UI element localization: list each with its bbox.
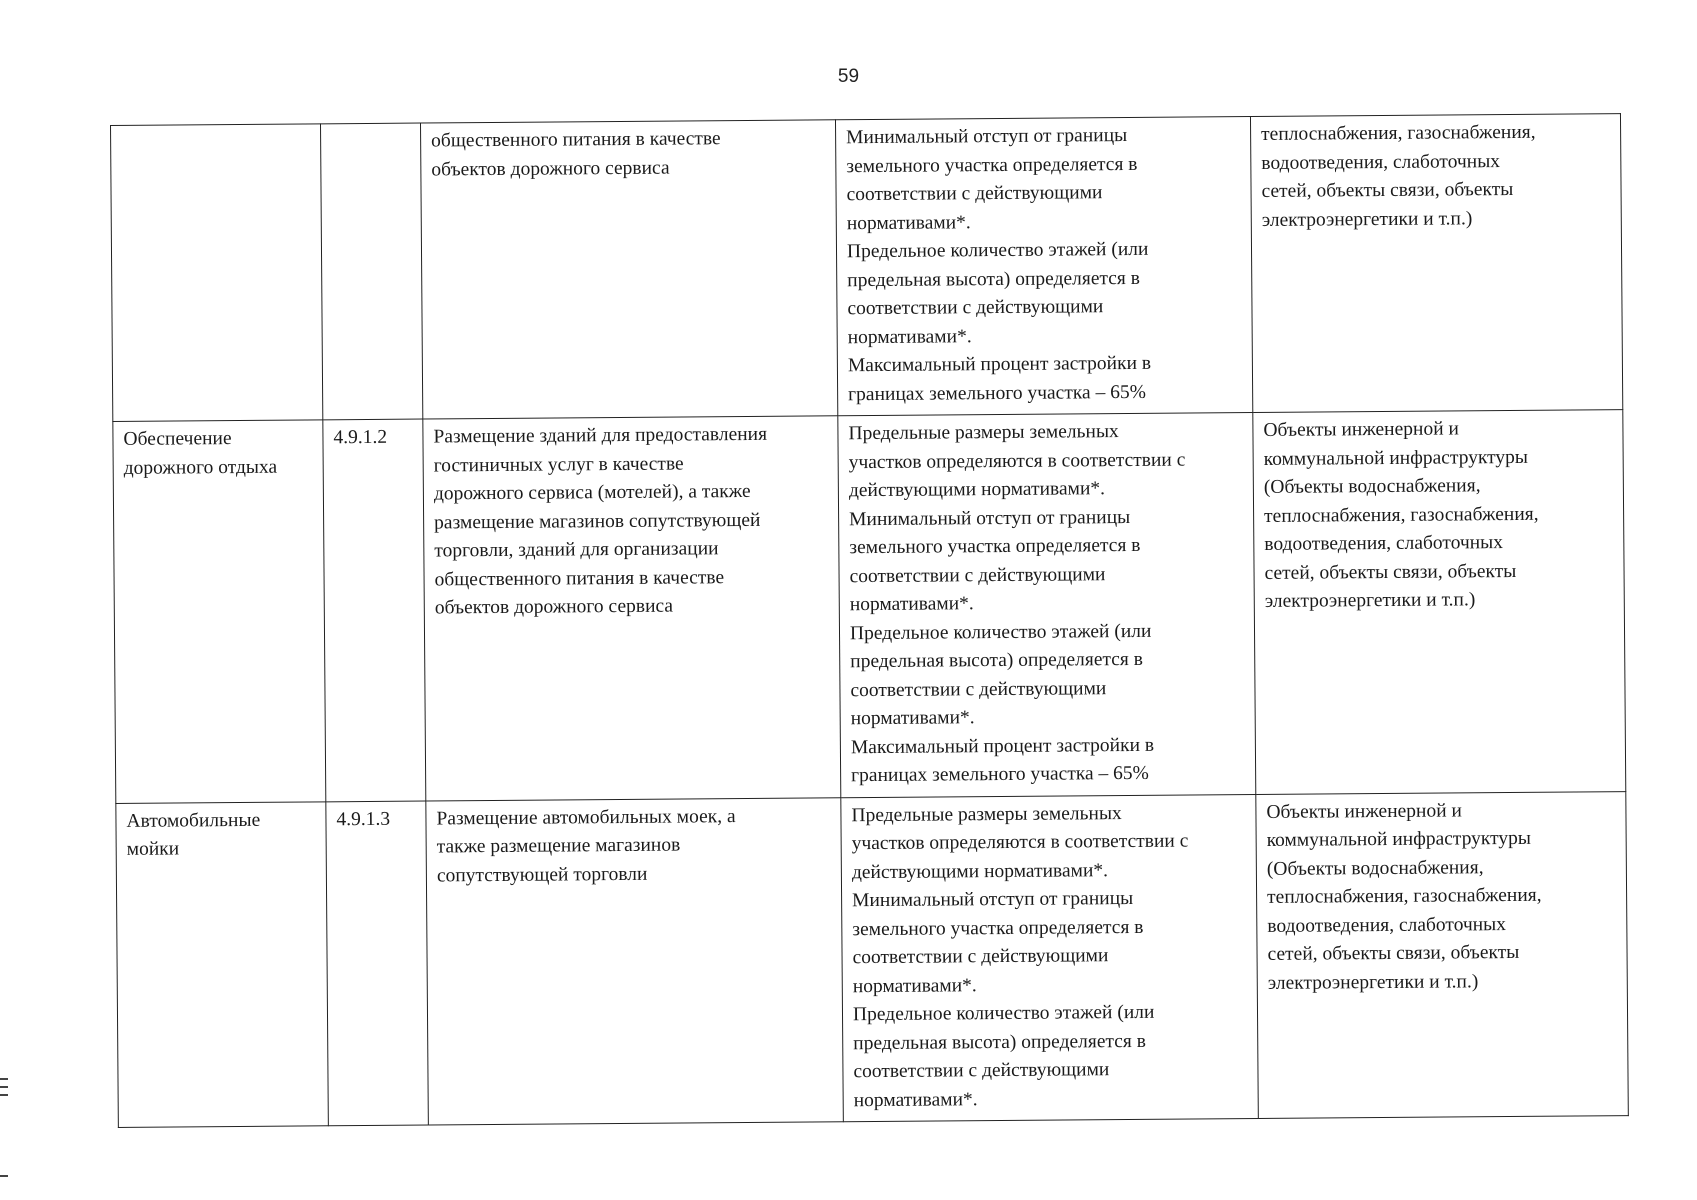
cell-use-name	[116, 801, 329, 1127]
auxiliary-line: (Объекты водоснабжения,	[1263, 475, 1481, 498]
auxiliary-line: сетей, объекты связи, объекты	[1264, 560, 1517, 584]
auxiliary-line: Объекты инженерной и	[1263, 418, 1460, 441]
cell-use-code	[326, 801, 429, 1126]
use-name-line: Автомобильные	[126, 809, 261, 832]
use-name-line: дорожного отдыха	[123, 456, 278, 479]
auxiliary-line: водоотведения, слаботочных	[1261, 150, 1501, 174]
auxiliary-line: сетей, объекты связи, объекты	[1261, 178, 1514, 202]
description-line: общественного питания в качестве	[434, 566, 725, 590]
cell-use-description	[423, 416, 841, 801]
cell-parameters	[835, 117, 1252, 416]
table-row	[111, 114, 1623, 422]
parameter-line: Предельное количество этажей (или	[849, 620, 1152, 644]
auxiliary-line: коммунальной инфраструктуры	[1266, 827, 1532, 851]
description-line: размещение магазинов сопутствующей	[434, 509, 761, 533]
parameter-line: соответствии с действующими	[849, 563, 1106, 587]
parameter-line: нормативами*.	[850, 707, 975, 730]
use-name-line: мойки	[126, 838, 180, 860]
auxiliary-line: электроэнергетики и т.п.)	[1261, 207, 1473, 231]
table-row	[116, 791, 1629, 1127]
table-body	[111, 114, 1629, 1128]
parameter-line: земельного участка определяется в	[846, 153, 1138, 177]
auxiliary-line: коммунальной инфраструктуры	[1263, 446, 1529, 470]
auxiliary-line: теплоснабжения, газоснабжения,	[1261, 121, 1536, 145]
parameter-line: нормативами*.	[852, 974, 977, 997]
scan-edge-mark	[0, 1078, 8, 1080]
auxiliary-line: (Объекты водоснабжения,	[1266, 856, 1484, 880]
parameter-line: земельного участка определяется в	[849, 534, 1141, 559]
parameter-line: земельного участка определяется в	[852, 916, 1144, 940]
auxiliary-line: водоотведения, слаботочных	[1264, 532, 1504, 555]
description-line: Размещение автомобильных моек, а	[436, 805, 736, 829]
parameter-line: Минимальный отступ от границы	[846, 125, 1128, 149]
use-name-line: Обеспечение	[123, 428, 232, 450]
auxiliary-line: сетей, объекты связи, объекты	[1267, 941, 1520, 965]
parameter-line: Предельное количество этажей (или	[852, 1001, 1155, 1026]
description-line: объектов дорожного сервиса	[431, 157, 670, 180]
parameter-line: соответствии с действующими	[853, 1059, 1110, 1083]
cell-use-name	[111, 124, 323, 422]
parameter-line: нормативами*.	[846, 211, 971, 234]
parameter-line: Минимальный отступ от границы	[852, 887, 1134, 912]
description-line: объектов дорожного сервиса	[434, 595, 674, 619]
parameter-line: участков определяются в соответствии с	[848, 449, 1186, 473]
parameter-line: нормативами*.	[853, 1088, 978, 1111]
parameter-line: предельная высота) определяется в	[847, 267, 1141, 291]
use-code: 4.9.1.3	[336, 808, 391, 830]
description-line: общественного питания в качестве	[431, 128, 721, 152]
description-line: сопутствующей торговли	[436, 863, 648, 886]
cell-use-description	[420, 120, 837, 419]
parameter-line: соответствии с действующими	[850, 677, 1107, 701]
parameter-line: соответствии с действующими	[846, 182, 1103, 206]
parameter-line: действующими нормативами*.	[848, 478, 1106, 502]
scan-edge-mark	[0, 1086, 8, 1088]
cell-parameters	[838, 413, 1256, 798]
parameter-line: соответствии с действующими	[852, 945, 1109, 969]
cell-use-code	[323, 419, 426, 801]
parameter-line: Максимальный процент застройки в	[850, 734, 1155, 758]
parameter-line: Предельные размеры земельных	[851, 802, 1122, 826]
parameter-line: участков определяются в соответствии с	[851, 830, 1189, 855]
auxiliary-line: теплоснабжения, газоснабжения,	[1267, 884, 1542, 908]
cell-use-description	[426, 797, 844, 1125]
auxiliary-line: Объекты инженерной и	[1266, 799, 1463, 823]
description-line: гостиничных услуг в качестве	[433, 453, 684, 476]
land-use-table	[110, 113, 1629, 1128]
parameter-line: Минимальный отступ от границы	[849, 506, 1131, 530]
auxiliary-line: водоотведения, слаботочных	[1267, 913, 1507, 937]
parameter-line: границах земельного участка – 65%	[851, 762, 1149, 787]
use-code: 4.9.1.2	[333, 426, 388, 449]
description-line: также размещение магазинов	[436, 834, 681, 858]
cell-parameters	[841, 794, 1259, 1122]
cell-auxiliary-uses	[1253, 410, 1626, 794]
cell-use-code	[320, 123, 422, 420]
cell-auxiliary-uses	[1250, 114, 1622, 413]
auxiliary-line: теплоснабжения, газоснабжения,	[1264, 503, 1539, 527]
parameter-line: границах земельного участка – 65%	[848, 381, 1146, 405]
description-line: торговли, зданий для организации	[434, 538, 719, 562]
page-number: 59	[837, 66, 860, 87]
parameter-line: нормативами*.	[847, 325, 972, 348]
description-line: Размещение зданий для предоставления	[433, 423, 768, 448]
parameter-line: нормативами*.	[849, 593, 974, 616]
parameter-line: Предельные размеры земельных	[848, 421, 1119, 445]
parameter-line: предельная высота) определяется в	[853, 1030, 1147, 1054]
auxiliary-line: электроэнергетики и т.п.)	[1267, 970, 1479, 994]
table-row	[113, 410, 1626, 803]
scan-edge-mark	[0, 1094, 8, 1096]
parameter-line: действующими нормативами*.	[851, 859, 1109, 883]
cell-auxiliary-uses	[1256, 791, 1629, 1118]
parameter-line: Максимальный процент застройки в	[847, 352, 1152, 377]
use-code	[331, 128, 410, 129]
scan-edge-mark	[0, 1175, 8, 1177]
cell-use-name	[113, 420, 326, 803]
auxiliary-line: электроэнергетики и т.п.)	[1264, 589, 1476, 612]
parameter-line: соответствии с действующими	[847, 296, 1104, 320]
parameter-line: Предельное количество этажей (или	[846, 238, 1149, 263]
description-line: дорожного сервиса (мотелей), а также	[433, 480, 751, 505]
parameter-line: предельная высота) определяется в	[850, 648, 1144, 673]
